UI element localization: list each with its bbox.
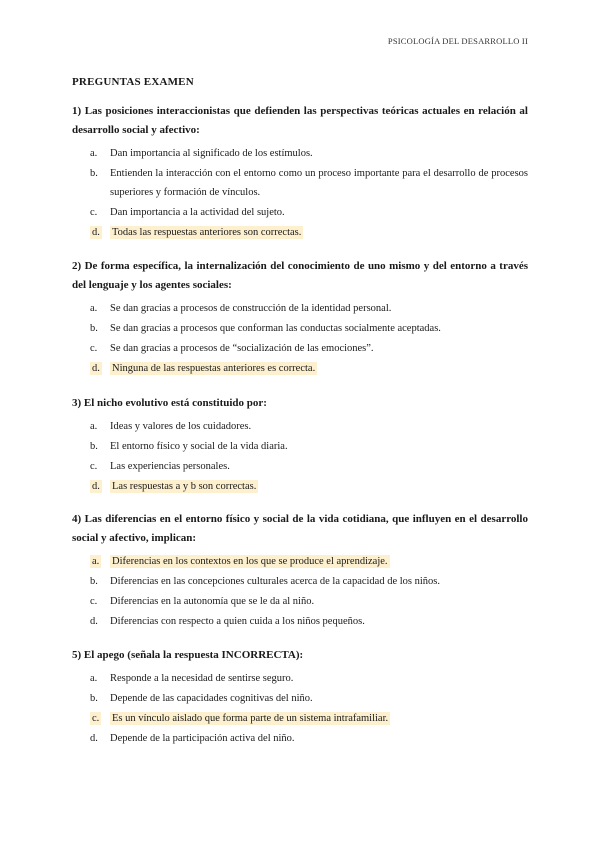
option-text: Las experiencias personales. bbox=[110, 461, 230, 472]
option-text: El entorno físico y social de la vida diaria. bbox=[110, 441, 288, 452]
question-4 bbox=[72, 510, 528, 632]
option-b[interactable] bbox=[72, 689, 528, 708]
option-a[interactable] bbox=[72, 144, 528, 163]
option-text: Diferencias con respecto a quien cuida a los niños pequeños. bbox=[110, 616, 365, 627]
question-1 bbox=[72, 102, 528, 243]
question-text: 5) El apego (señala la respuesta INCORRECTA): bbox=[72, 649, 304, 661]
option-c[interactable] bbox=[72, 457, 528, 476]
option-letter: b. bbox=[90, 168, 98, 179]
option-letter: d. bbox=[90, 616, 98, 627]
option-text: Se dan gracias a procesos de construcción de la identidad personal. bbox=[110, 303, 392, 314]
option-letter: d. bbox=[92, 481, 100, 492]
option-a[interactable] bbox=[72, 669, 528, 688]
option-b[interactable] bbox=[72, 164, 528, 202]
question-3 bbox=[72, 394, 528, 497]
option-b[interactable] bbox=[72, 572, 528, 591]
option-text: Las respuestas a y b son correctas. bbox=[112, 481, 257, 492]
option-text: Dan importancia a la actividad del sujeto. bbox=[110, 207, 285, 218]
option-text: Dan importancia al significado de los estímulos. bbox=[110, 148, 313, 159]
options-list bbox=[72, 552, 528, 631]
option-letter: c. bbox=[90, 207, 98, 218]
option-text: Entienden la interacción con el entorno como un proceso importante para el desarrollo de procesos superiores y formación de vínculos. bbox=[110, 168, 528, 198]
option-letter: c. bbox=[92, 713, 100, 724]
question-2 bbox=[72, 257, 528, 379]
option-text: Se dan gracias a procesos que conforman las conductas socialmente aceptadas. bbox=[110, 323, 441, 334]
options-list bbox=[72, 299, 528, 378]
option-c[interactable] bbox=[72, 203, 528, 222]
option-letter: d. bbox=[92, 363, 100, 374]
options-list bbox=[72, 417, 528, 496]
option-letter: c. bbox=[90, 596, 98, 607]
option-a-highlighted[interactable] bbox=[72, 552, 528, 571]
running-header: PSICOLOGÍA DEL DESARROLLO II bbox=[387, 36, 528, 46]
option-a[interactable] bbox=[72, 417, 528, 436]
option-letter: c. bbox=[90, 461, 98, 472]
question-text: 4) Las diferencias en el entorno físico y social de la vida cotidiana, que influyen en el desarrollo social y afectivo, implican: bbox=[72, 513, 528, 544]
question-text: 3) El nicho evolutivo está constituido por: bbox=[72, 397, 267, 409]
option-text: Todas las respuestas anteriores son correctas. bbox=[112, 227, 302, 238]
option-letter: a. bbox=[90, 673, 98, 684]
option-letter: a. bbox=[90, 421, 98, 432]
option-d-highlighted[interactable] bbox=[72, 359, 528, 378]
option-text: Responde a la necesidad de sentirse seguro. bbox=[110, 673, 294, 684]
option-letter: a. bbox=[90, 148, 98, 159]
option-text: Ideas y valores de los cuidadores. bbox=[110, 421, 252, 432]
options-list bbox=[72, 669, 528, 748]
option-c[interactable] bbox=[72, 592, 528, 611]
option-letter: b. bbox=[90, 323, 98, 334]
option-letter: b. bbox=[90, 441, 98, 452]
option-text: Se dan gracias a procesos de “socialización de las emociones”. bbox=[110, 343, 374, 354]
option-text: Depende de la participación activa del niño. bbox=[110, 733, 295, 744]
option-d[interactable] bbox=[72, 612, 528, 631]
question-text: 2) De forma específica, la internalización del conocimiento de uno mismo y del entorno a través del lenguaje y los agentes sociales: bbox=[72, 260, 528, 291]
option-letter: a. bbox=[92, 556, 100, 567]
option-text: Depende de las capacidades cognitivas del niño. bbox=[110, 693, 313, 704]
page-title: PREGUNTAS EXAMEN bbox=[72, 76, 194, 88]
option-b[interactable] bbox=[72, 319, 528, 338]
option-a[interactable] bbox=[72, 299, 528, 318]
option-text: Diferencias en la autonomía que se le da al niño. bbox=[110, 596, 315, 607]
option-c-highlighted[interactable] bbox=[72, 709, 528, 728]
options-list bbox=[72, 144, 528, 242]
option-text: Diferencias en los contextos en los que se produce el aprendizaje. bbox=[112, 556, 388, 567]
option-letter: b. bbox=[90, 693, 98, 704]
question-5 bbox=[72, 646, 528, 749]
option-letter: a. bbox=[90, 303, 98, 314]
option-text: Ninguna de las respuestas anteriores es correcta. bbox=[112, 363, 316, 374]
question-text: 1) Las posiciones interaccionistas que defienden las perspectivas teóricas actuales en relación al desarrollo social y afectivo: bbox=[72, 105, 528, 136]
option-letter: b. bbox=[90, 576, 98, 587]
option-letter: d. bbox=[90, 733, 98, 744]
option-letter: d. bbox=[92, 227, 100, 238]
option-b[interactable] bbox=[72, 437, 528, 456]
option-letter: c. bbox=[90, 343, 98, 354]
option-d-highlighted[interactable] bbox=[72, 477, 528, 496]
option-text: Es un vínculo aislado que forma parte de un sistema intrafamiliar. bbox=[112, 713, 389, 724]
option-d-highlighted[interactable] bbox=[72, 223, 528, 242]
option-c[interactable] bbox=[72, 339, 528, 358]
option-d[interactable] bbox=[72, 729, 528, 748]
option-text: Diferencias en las concepciones culturales acerca de la capacidad de los niños. bbox=[110, 576, 441, 587]
